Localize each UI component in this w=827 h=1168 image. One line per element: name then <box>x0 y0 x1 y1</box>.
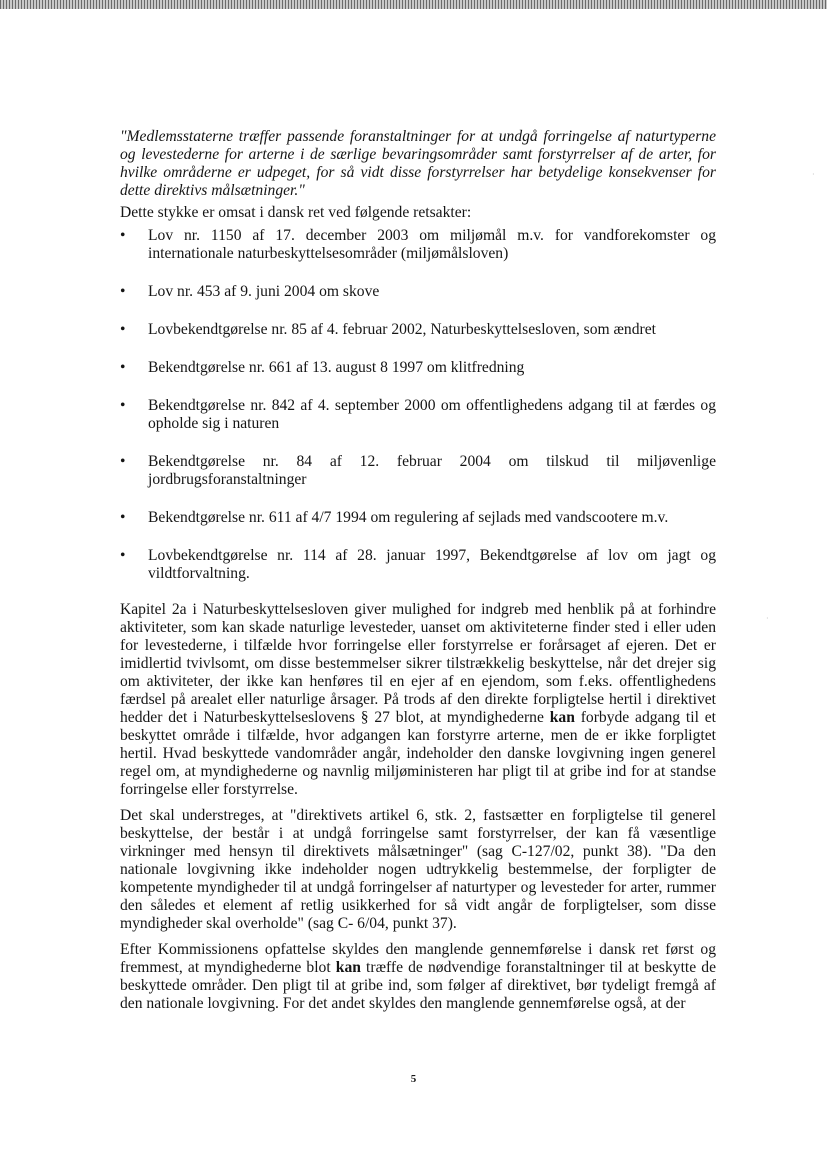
bullet-icon: • <box>120 509 126 526</box>
page-number: 5 <box>410 1073 417 1085</box>
list-item <box>120 321 716 339</box>
emphasis-kan: kan <box>549 709 575 726</box>
paragraph-text: træffe de nødvendige foranstaltninger til at beskytte de beskyttede områder. Den pligt til at gribe ind, som følger af direktivet, bør tydeligt fremgå af den nationale lovgivning. For det andet skyldes den manglende gennemførelse også, at der <box>120 959 716 1012</box>
directive-quote: "Medlemsstaterne træffer passende foranstaltninger for at undgå forringelse af naturtyperne og levestederne for arterne i de særlige bevaringsområder samt forstyrrelser af de arter, for hvilke områderne er udpeget, for så vidt disse forstyrrelser har betydelige konsekvenser for dette direktivs målsætninger." <box>120 128 716 199</box>
emphasis-kan: kan <box>335 959 361 976</box>
legal-acts-list <box>120 227 716 583</box>
bullet-icon: • <box>120 359 126 376</box>
bullet-icon: • <box>120 227 126 244</box>
list-item <box>120 453 716 489</box>
paragraph-commission-view <box>120 941 716 1013</box>
list-item-text: Bekendtgørelse nr. 611 af 4/7 1994 om regulering af sejlads med vandscootere m.v. <box>148 509 669 526</box>
scan-speck: · <box>812 170 815 179</box>
list-item-text: Bekendtgørelse nr. 661 af 13. august 8 1997 om klitfredning <box>148 359 525 376</box>
list-item <box>120 227 716 263</box>
list-item <box>120 547 716 583</box>
paragraph-text: Efter Kommissionens opfattelse skyldes den manglende gennemførelse i dansk ret først og fremmest, at myndighederne blot <box>120 941 716 976</box>
list-item-text: Lov nr. 1150 af 17. december 2003 om miljømål m.v. for vandforekomster og internationale naturbeskyttelsesområder (miljømålsloven) <box>148 227 716 262</box>
paragraph-text: forbyde adgang til et beskyttet område i tilfælde, hvor adgangen kan forstyrre arterne, men de er ikke forpligtet hertil. Hvad beskyttede vandområder angår, indeholder den danske lovgivning ingen generel regel om, at myndighederne og navnlig miljøministeren har pligt til at gribe ind for at standse forringelse eller forstyrrelse. <box>120 709 716 798</box>
bullet-icon: • <box>120 283 126 300</box>
paragraph-case-law: Det skal understreges, at "direktivets artikel 6, stk. 2, fastsætter en forpligtelse til generel beskyttelse, der består i at undgå forringelse samt forstyrrelser, der kan få væsentlige virkninger med hensyn til direktivets målsætninger" (sag C-127/02, punkt 38). "Da den nationale lovgivning ikke indeholder nogen udtrykkelig bestemmelse, der forpligter de kompetente myndigheder til at undgå forringelser af naturtyper og levesteder for arter, rummer den således et element af retlig usikkerhed for så vidt angår de forpligtelser, som disse myndigheder skal overholde" (sag C- 6/04, punkt 37). <box>120 807 716 932</box>
list-item-text: Lovbekendtgørelse nr. 85 af 4. februar 2002, Naturbeskyttelsesloven, som ændret <box>148 321 656 338</box>
list-item <box>120 509 716 527</box>
paragraph-chapter-2a <box>120 601 716 799</box>
list-item-text: Lov nr. 453 af 9. juni 2004 om skove <box>148 283 380 300</box>
intro-sentence: Dette stykke er omsat i dansk ret ved følgende retsakter: <box>120 204 472 221</box>
paragraph-text: Kapitel 2a i Naturbeskyttelsesloven giver mulighed for indgreb med henblik på at forhindre aktiviteter, som kan skade naturlige levesteder, uanset om aktiviteterne finder sted i eller uden for levestederne, i tilfælde hvor forringelse eller forstyrrelse er forårsaget af ejeren. Det er imidlertid tvivlsomt, om disse bestemmelser sikrer tilstrækkelig beskyttelse, når det drejer sig om aktiviteter, der ikke kan henføres til en ejer af en ejendom, som f.eks. offentlighedens færdsel på arealet eller naturlige årsager. På trods af den direkte forpligtelse hertil i direktivet hedder det i Naturbeskyttelseslovens § 27 blot, at myndighederne <box>120 601 716 726</box>
bullet-icon: • <box>120 547 126 564</box>
bullet-icon: • <box>120 321 126 338</box>
document-body <box>120 128 716 1021</box>
scan-speck: · <box>766 614 769 623</box>
scan-border <box>0 0 827 9</box>
list-item-text: Bekendtgørelse nr. 84 af 12. februar 2004 om tilskud til miljøvenlige jordbrugsforanstaltninger <box>148 453 716 488</box>
list-item-text: Lovbekendtgørelse nr. 114 af 28. januar 1997, Bekendtgørelse af lov om jagt og vildtforvaltning. <box>148 547 716 582</box>
list-item-text: Bekendtgørelse nr. 842 af 4. september 2000 om offentlighedens adgang til at færdes og opholde sig i naturen <box>148 397 716 432</box>
list-item <box>120 359 716 377</box>
list-item <box>120 283 716 301</box>
list-item <box>120 397 716 433</box>
bullet-icon: • <box>120 453 126 470</box>
bullet-icon: • <box>120 397 126 414</box>
